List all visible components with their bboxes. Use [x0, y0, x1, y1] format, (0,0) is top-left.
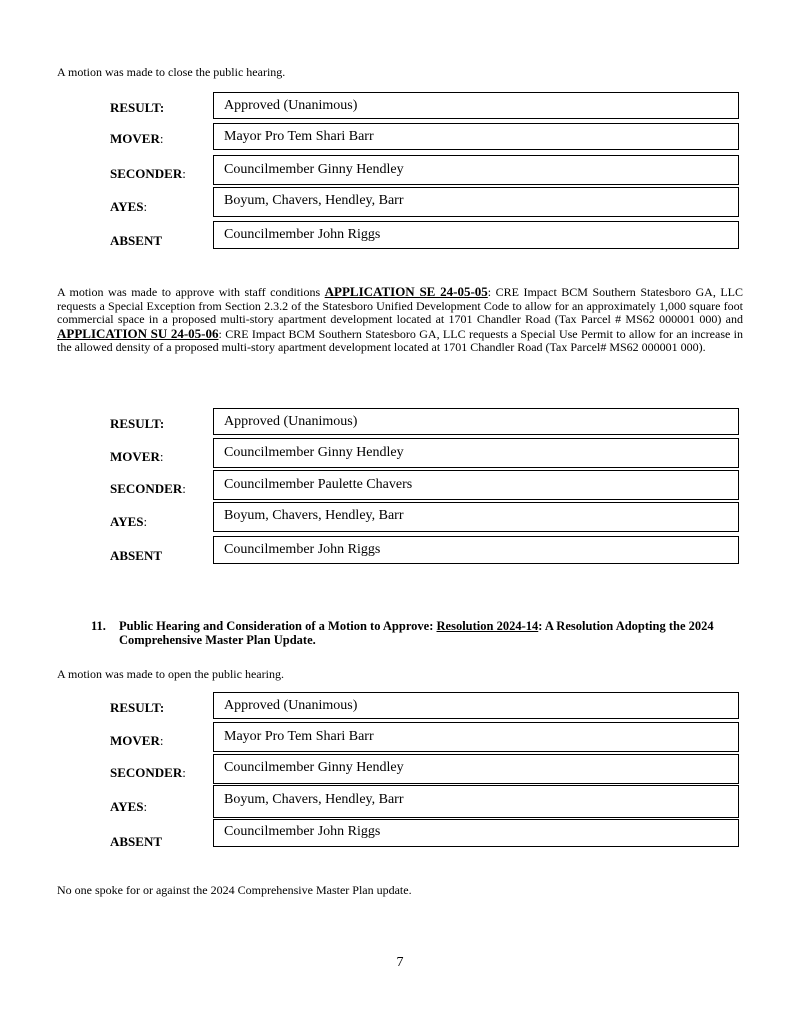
- vote-row-ayes: [110, 187, 742, 221]
- resolution-link: Resolution 2024-14: [436, 619, 539, 633]
- absent-value: Councilmember John Riggs: [213, 536, 739, 564]
- vote-row-absent: [110, 536, 742, 567]
- vote-row-mover: [110, 123, 742, 154]
- result-value: Approved (Unanimous): [213, 408, 739, 435]
- application-su-link: APPLICATION SU 24-05-06: [57, 325, 219, 341]
- mover-label: MOVER:: [110, 131, 164, 146]
- seconder-label: SECONDER:: [110, 166, 186, 181]
- vote-row-seconder: [110, 753, 742, 785]
- ayes-value: Boyum, Chavers, Hendley, Barr: [213, 502, 739, 532]
- vote-row-seconder: [110, 469, 742, 502]
- vote-row-mover: [110, 438, 742, 469]
- mover-label: MOVER:: [110, 449, 164, 464]
- vote-row-ayes: [110, 502, 742, 536]
- mover-value: Mayor Pro Tem Shari Barr: [213, 722, 739, 752]
- ayes-label: AYES:: [110, 799, 148, 814]
- absent-value: Councilmember John Riggs: [213, 221, 739, 249]
- vote-row-result: [110, 92, 742, 123]
- vote-row-ayes: [110, 785, 742, 819]
- mover-value: Mayor Pro Tem Shari Barr: [213, 123, 739, 150]
- ayes-value: Boyum, Chavers, Hendley, Barr: [213, 785, 739, 818]
- result-label: RESULT:: [110, 416, 165, 431]
- application-motion-paragraph: A motion was made to approve with staff conditions APPLICATION SE 24-05-05: CRE Impact BCM Southern Statesboro GA, LLC requests a Special Exception from Section 2.3.2 of the Statesboro Unified Development Code to allow for an approximately 1,000 square foot commercial space in a proposed multi-story apartment development located at 1701 Chandler Road (Tax Parcel # MS62 000001 000) and APPLICATION SU 24-05-06: CRE Impact BCM Southern Statesboro GA, LLC requests a Special Use Permit to allow for an increase in the allowed density of a proposed multi-story apartment development located at 1701 Chandler Road (Tax Parcel# MS62 000001 000).: [57, 284, 743, 354]
- absent-value: Councilmember John Riggs: [213, 819, 739, 847]
- seconder-value: Councilmember Ginny Hendley: [213, 754, 739, 784]
- vote-row-absent: [110, 819, 742, 850]
- absent-label: ABSENT: [110, 548, 163, 563]
- application-se-link: APPLICATION SE 24-05-05: [324, 284, 488, 299]
- result-value: Approved (Unanimous): [213, 692, 739, 719]
- vote-row-result: [110, 408, 742, 438]
- result-label: RESULT:: [110, 100, 165, 115]
- seconder-value: Councilmember Paulette Chavers: [213, 470, 739, 500]
- seconder-label: SECONDER:: [110, 481, 186, 496]
- vote-table-open-hearing: [110, 692, 742, 850]
- vote-row-mover: [110, 722, 742, 753]
- result-value: Approved (Unanimous): [213, 92, 739, 119]
- ayes-label: AYES:: [110, 199, 148, 214]
- ayes-value: Boyum, Chavers, Hendley, Barr: [213, 187, 739, 217]
- close-hearing-text: A motion was made to close the public hearing.: [57, 65, 286, 79]
- agenda-item-11-heading: 11. Public Hearing and Consideration of a Motion to Approve: Resolution 2024-14: A Resolution Adopting the 2024 Comprehensive Master Plan Update.: [91, 619, 714, 647]
- agenda-item-number: 11.: [91, 619, 106, 633]
- seconder-label: SECONDER:: [110, 765, 186, 780]
- closing-note-text: No one spoke for or against the 2024 Comprehensive Master Plan update.: [57, 883, 412, 897]
- vote-row-seconder: [110, 154, 742, 187]
- mover-value: Councilmember Ginny Hendley: [213, 438, 739, 468]
- vote-row-result: [110, 692, 742, 722]
- vote-row-absent: [110, 221, 742, 252]
- vote-table-application: [110, 408, 742, 567]
- absent-label: ABSENT: [110, 233, 163, 248]
- seconder-value: Councilmember Ginny Hendley: [213, 155, 739, 185]
- result-label: RESULT:: [110, 700, 165, 715]
- ayes-label: AYES:: [110, 514, 148, 529]
- absent-label: ABSENT: [110, 834, 163, 849]
- page-number: 7: [396, 955, 404, 970]
- open-hearing-text: A motion was made to open the public hearing.: [57, 667, 284, 681]
- vote-table-close-hearing: [110, 92, 742, 252]
- mover-label: MOVER:: [110, 733, 164, 748]
